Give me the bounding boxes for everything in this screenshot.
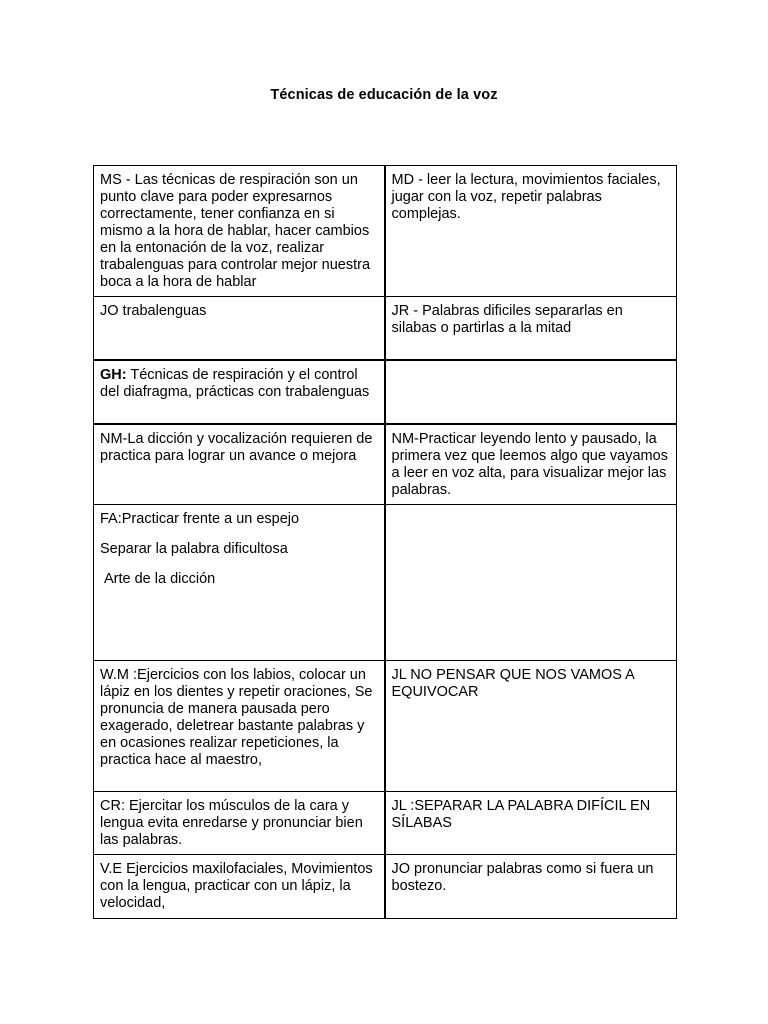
speaker-initials: GH: [100, 366, 127, 383]
list-item: FA:Practicar frente a un espejo [100, 511, 300, 527]
cell-text: Técnicas de respiración y el control del diafragma, prácticas con trabalenguas [100, 366, 370, 400]
table-cell: MS - Las técnicas de respiración son un punto clave para poder expresarnos correctamente, tener confianza en si mismo a la hora de hablar, hacer cambios en la entonación de la voz, realizar trabalenguas para controlar mejor nuestra boca a la hora de hablar [94, 166, 385, 297]
table-row [94, 424, 677, 505]
table-cell: JR - Palabras dificiles separarlas en silabas o partirlas a la mitad [385, 297, 677, 360]
table-cell: JL :SEPARAR LA PALABRA DIFÍCIL EN SÍLABAS [385, 792, 677, 855]
table-cell: W.M :Ejercicios con los labios, colocar un lápiz en los dientes y repetir oraciones, Se pronuncia de manera pausada pero exagerado, deletrear bastante palabras y en ocasiones realizar repeticiones, la practica hace al maestro, [94, 661, 385, 792]
list-item: Arte de la dicción [104, 571, 216, 587]
table-cell: NM-La dicción y vocalización requieren de practica para lograr un avance o mejora [94, 424, 385, 505]
table-cell [385, 360, 677, 424]
table-row [94, 505, 677, 661]
notes-table [93, 165, 677, 919]
table-cell: NM-Practicar leyendo lento y pausado, la primera vez que leemos algo que vayamos a leer en voz alta, para visualizar mejor las palabras. [385, 424, 677, 505]
table-cell [94, 505, 385, 661]
table-cell: MD - leer la lectura, movimientos faciales, jugar con la voz, repetir palabras complejas. [385, 166, 677, 297]
table-row [94, 297, 677, 360]
table-cell: JO pronunciar palabras como si fuera un bostezo. [385, 855, 677, 919]
page-title: Técnicas de educación de la voz [270, 87, 498, 103]
table-cell: JO trabalenguas [94, 297, 385, 360]
table-cell [94, 360, 385, 424]
list-item: Separar la palabra dificultosa [100, 541, 288, 557]
table-cell: CR: Ejercitar los músculos de la cara y lengua evita enredarse y pronunciar bien las palabras. [94, 792, 385, 855]
table-row [94, 792, 677, 855]
table-row [94, 166, 677, 297]
table-row [94, 855, 677, 919]
table-cell [385, 505, 677, 661]
table-row [94, 360, 677, 424]
table-cell: JL NO PENSAR QUE NOS VAMOS A EQUIVOCAR [385, 661, 677, 792]
table-cell: V.E Ejercicios maxilofaciales, Movimientos con la lengua, practicar con un lápiz, la velocidad, [94, 855, 385, 919]
table-row [94, 661, 677, 792]
